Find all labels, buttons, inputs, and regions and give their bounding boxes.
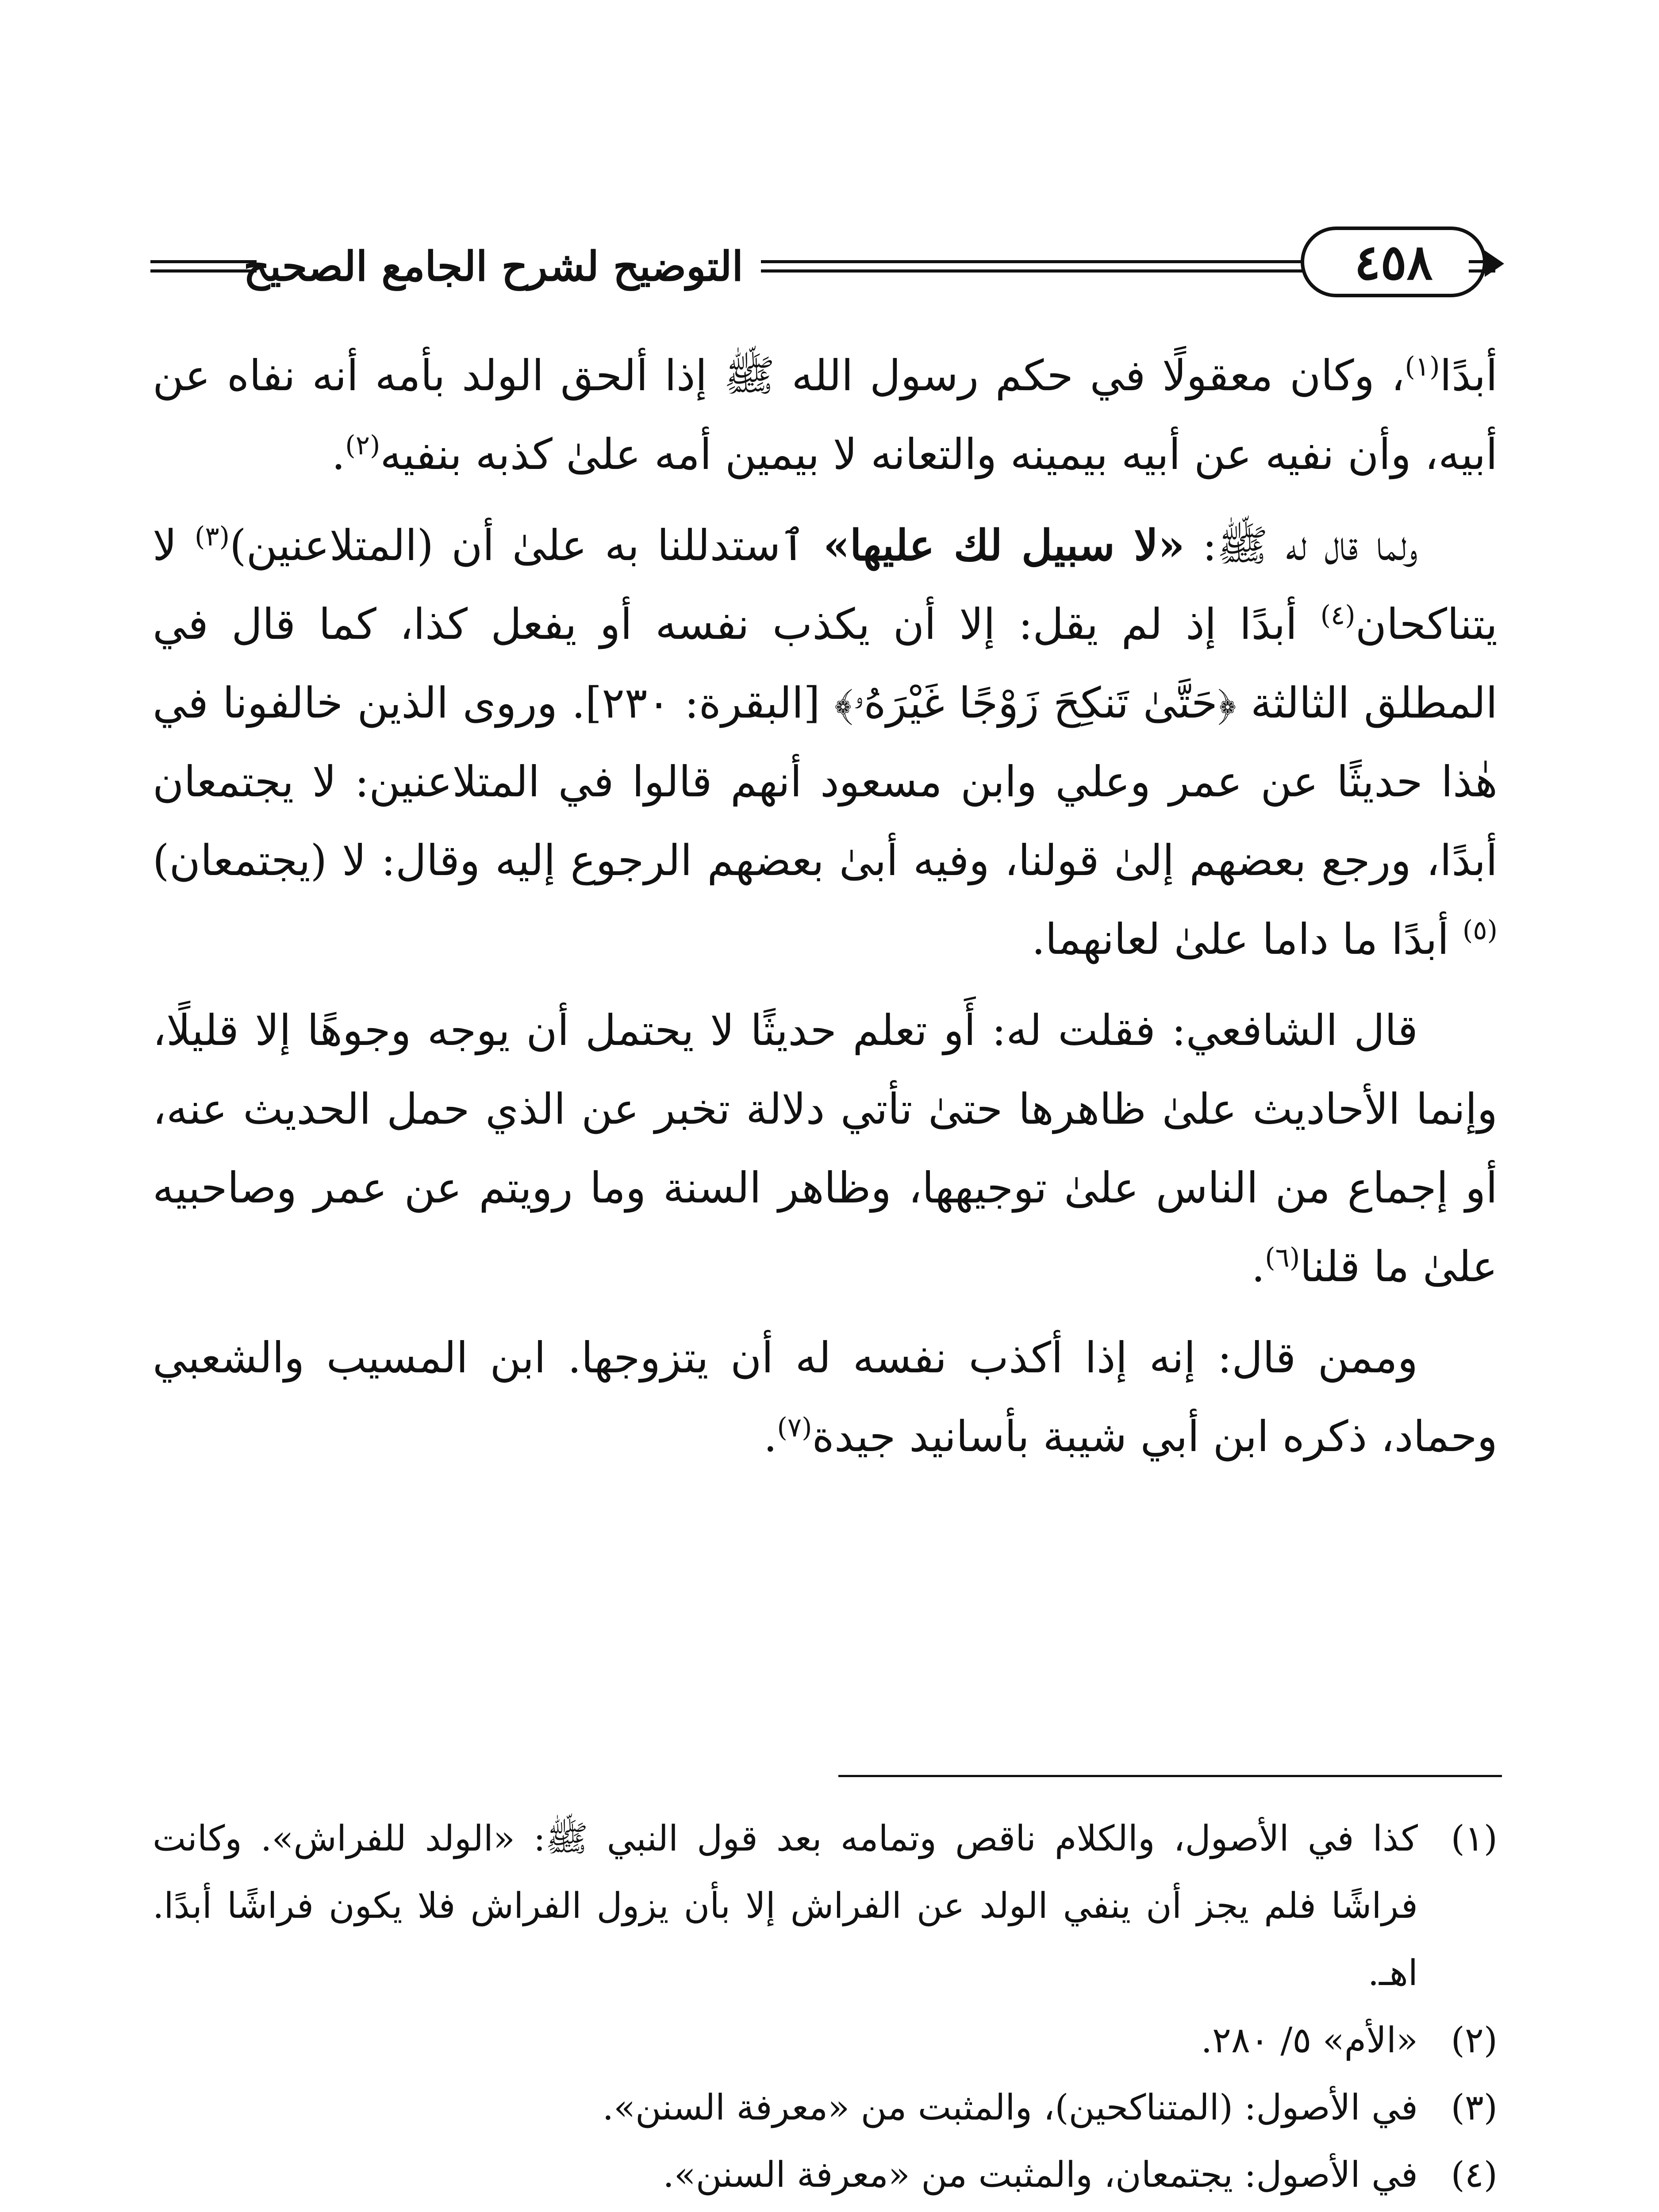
paragraph-2: ولما قال له ﷺ: «لا سبيل لك عليها» ٱستدللنا به علىٰ أن (المتلاعنين)$^{(٣)}$ لا يتناكحان$^{(٤)}$ أبدًا إذ لم يقل: إلا أن يكذب نفسه أو يفعل كذا، كما قال في المطلق الثالثة ﴿حَتَّىٰ تَنكِحَ زَوْجًا غَيْرَهُۥ﴾ [البقرة: ٢٣٠]. وروى الذين خالفونا في هٰذا حديثًا عن عمر وعلي وابن مسعود أنهم قالوا في المتلاعنين: لا يجتمعان أبدًا، ورجع بعضهم إلىٰ قولنا، وفيه أبىٰ بعضهم الرجوع إليه وقال: لا (يجتمعان)$^{(٥)}$ أبدًا ما داما علىٰ لعانهما.: [153, 520, 1498, 964]
main-text: [153, 336, 1498, 1488]
footnote-ref-1[interactable]: (١): [1405, 351, 1440, 382]
footnote-ref-2[interactable]: (٢): [345, 430, 380, 461]
footnote-text: «الأم» ٥/ ٢٨٠.: [1201, 2020, 1418, 2061]
paragraph-1: أبدًا$^{(١)}$، وكان معقولًا في حكم رسول الله ﷺ إذا ألحق الولد بأمه أنه نفاه عن أبيه، وأن نفيه عن أبيه بيمينه والتعانه لا بيمين أمه علىٰ كذبه بنفيه$^{(٢)}$.: [153, 351, 1498, 479]
paragraph-3: قال الشافعي: فقلت له: أَو تعلم حديثًا لا يحتمل أن يوجه وجوهًا إلا قليلًا، وإنما الأحاديث علىٰ ظاهرها حتىٰ تأتي دلالة تخبر عن الذي حمل الحديث عنه، أو إجماع من الناس علىٰ توجيهها، وظاهر السنة وما رويتم عن عمر وصاحبيه علىٰ ما قلنا$^{(٦)}$.: [153, 1006, 1498, 1291]
footnote-number: (٣): [1451, 2087, 1498, 2128]
footnote-number: (١): [1451, 1818, 1498, 1859]
footnote-text: [153, 2208, 1418, 2212]
header-rule-right: [1469, 260, 1495, 263]
footnote-ref-4[interactable]: (٤): [1320, 600, 1356, 631]
running-header: [142, 234, 1495, 301]
footnote-4: [153, 2141, 1498, 2208]
footnote-ref-5[interactable]: (٥): [1462, 915, 1498, 946]
running-title: التوضيح لشرح الجامع الصحيح: [243, 242, 743, 290]
footnote-text: في الأصول: (المتناكحين)، والمثبت من «معرفة السنن».: [602, 2087, 1418, 2128]
header-rule-left: [150, 260, 257, 263]
footnote-ref-7[interactable]: (٧): [777, 1412, 812, 1443]
footnote-ref-3[interactable]: (٣): [195, 521, 230, 552]
footnote-1: [153, 1805, 1498, 2007]
footnotes: [153, 1805, 1498, 2212]
footnote-ref-6[interactable]: (٦): [1265, 1242, 1300, 1273]
footnote-text: كذا في الأصول، والكلام ناقص وتمامه بعد قول النبي ﷺ: «الولد للفراش». وكانت فراشًا فلم يجز أن ينفي الولد عن الفراش إلا بأن يزول الفراش فلا يكون فراشًا أبدًا. اهـ.: [153, 1818, 1418, 1993]
footnote-number: (٢): [1451, 2020, 1498, 2061]
footnote-2: [153, 2007, 1498, 2074]
footnote-number: (٤): [1451, 2154, 1498, 2195]
footnote-5: [153, 2208, 1498, 2212]
paragraph-4: وممن قال: إنه إذا أكذب نفسه له أن يتزوجها. ابن المسيب والشعبي وحماد، ذكره ابن أبي شيبة بأسانيد جيدة$^{(٧)}$.: [153, 1333, 1498, 1461]
page-number: ٤٥٨: [1301, 227, 1486, 297]
hadith-quote: «لا سبيل لك عليها»: [823, 520, 1185, 570]
footnote-text: في الأصول: يجتمعان، والمثبت من «معرفة السنن».: [663, 2154, 1418, 2195]
footnote-3: [153, 2074, 1498, 2141]
footnote-separator: [838, 1775, 1502, 1777]
footnote-number: [1418, 2208, 1498, 2212]
